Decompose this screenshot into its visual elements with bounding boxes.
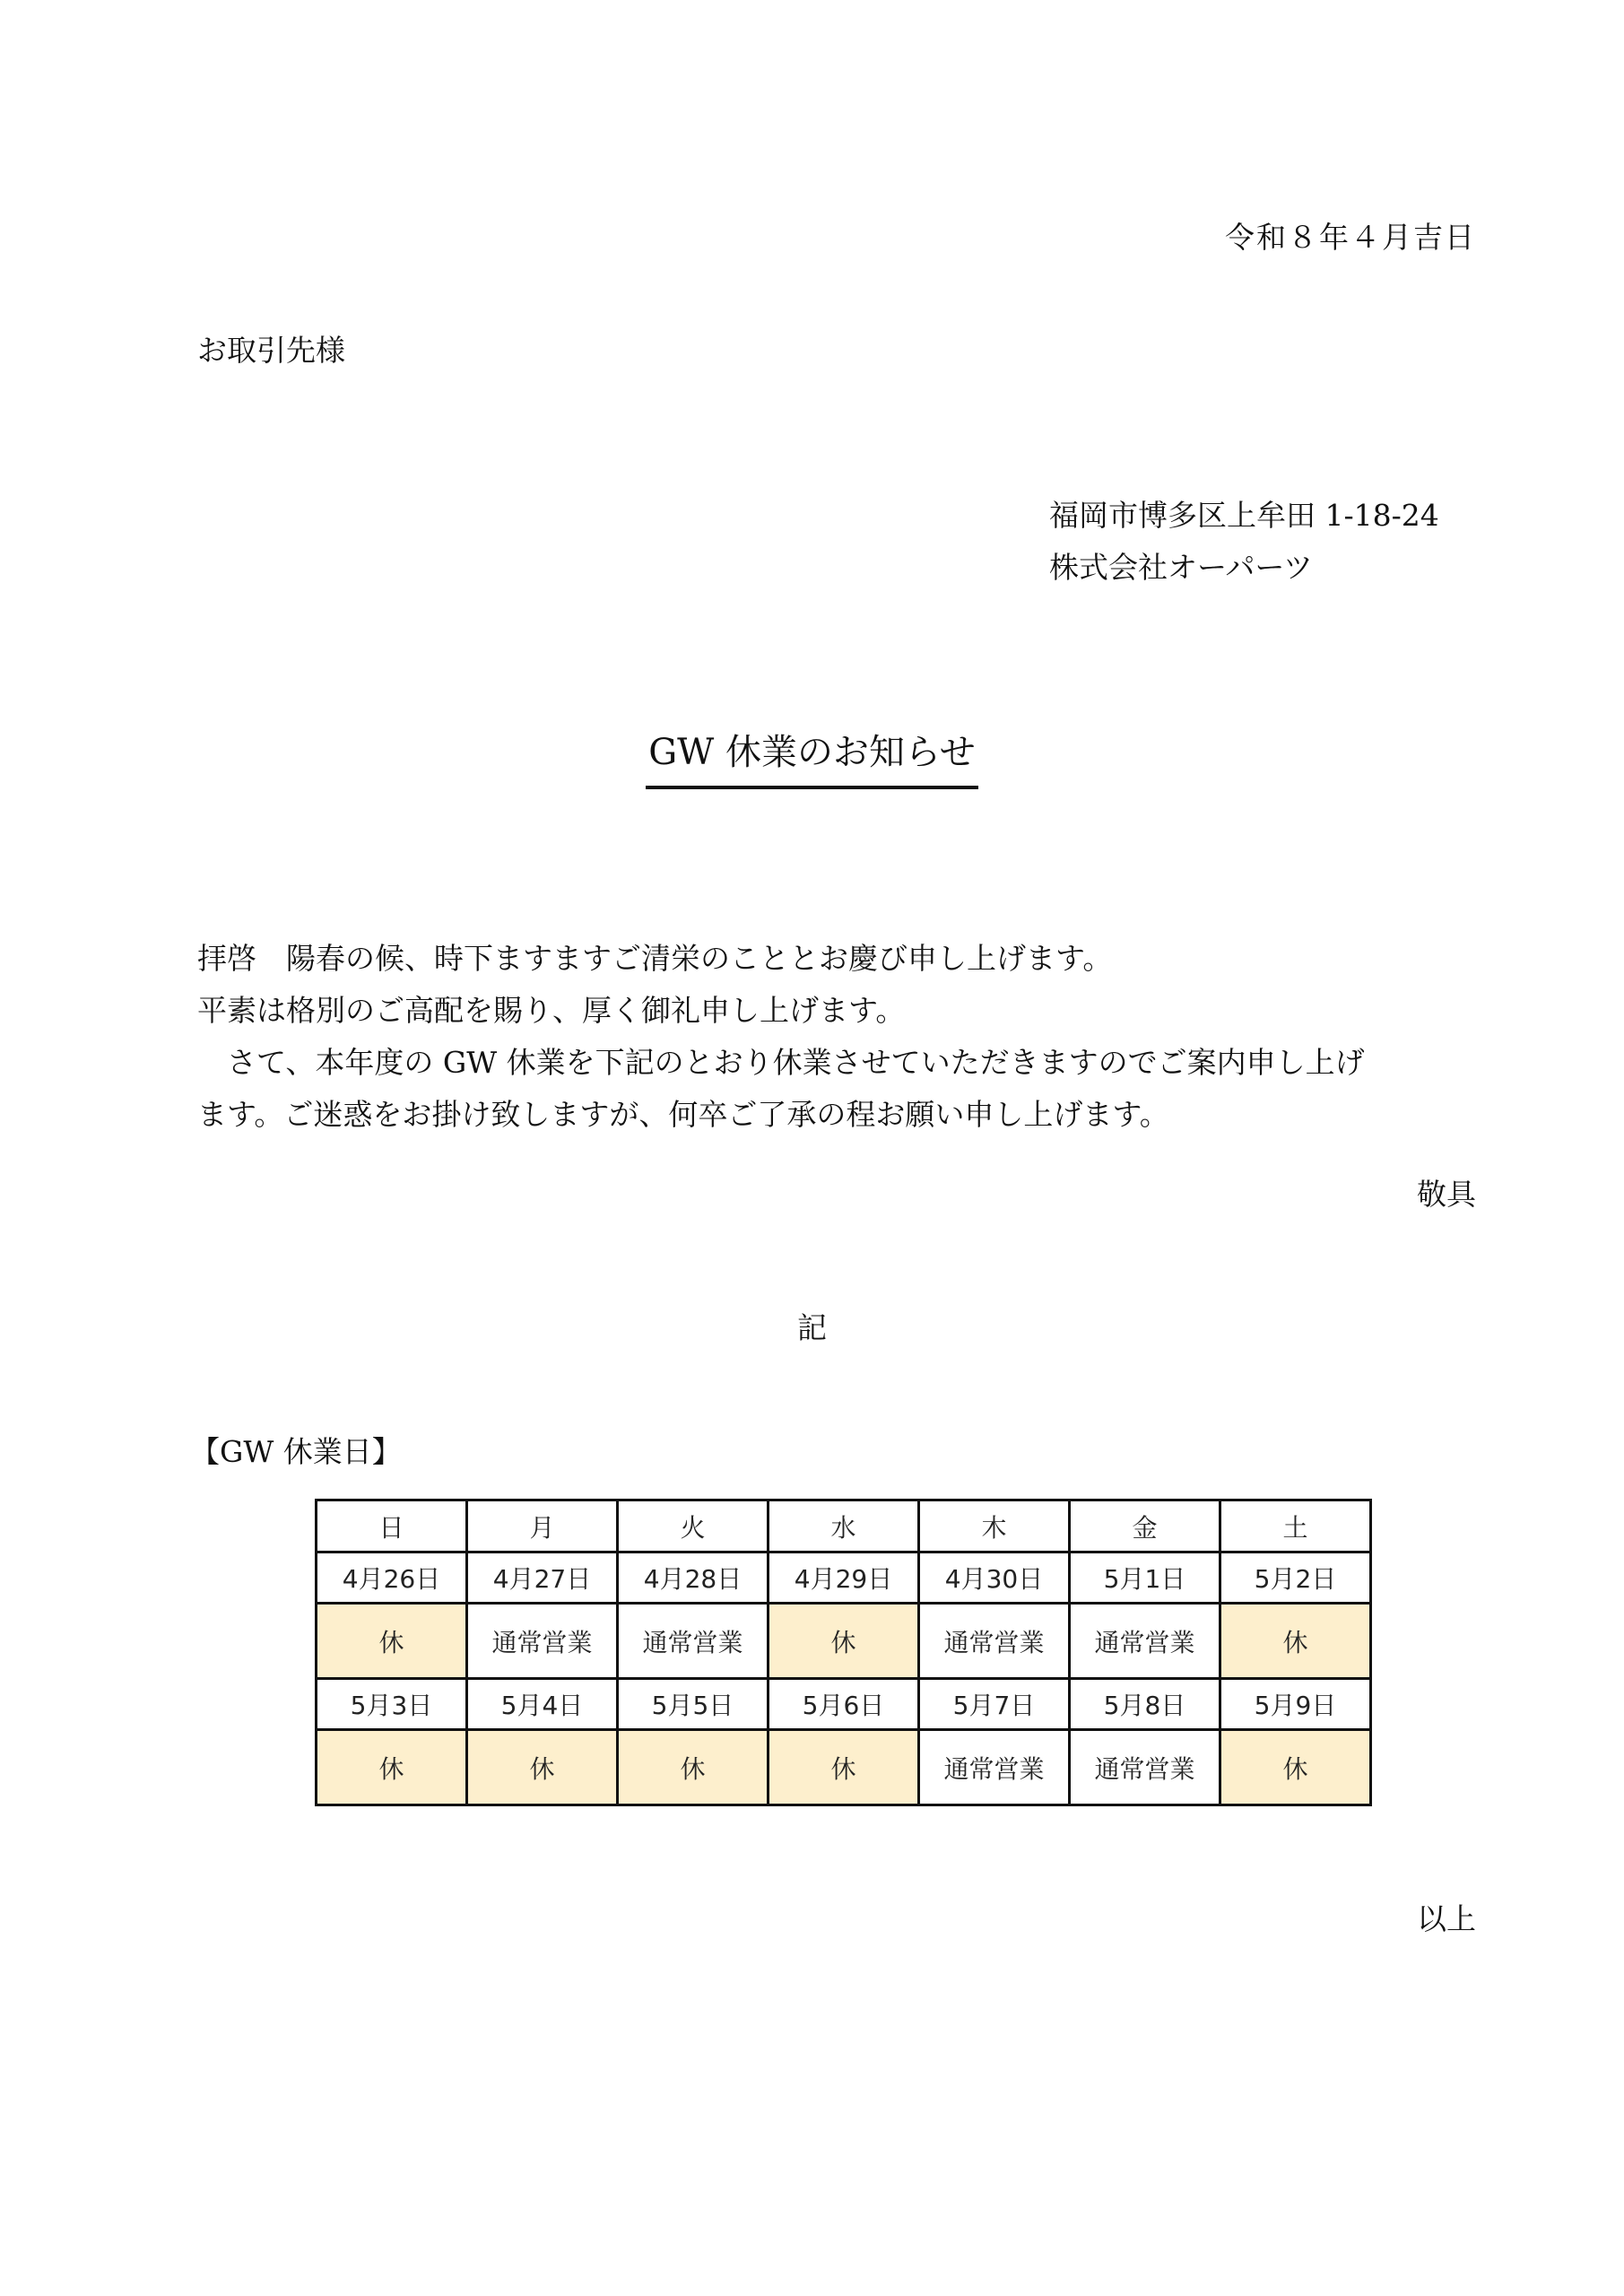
weekday-cell: 土 — [1220, 1500, 1371, 1552]
body-line: 拝啓 陽春の候、時下ますますご清栄のこととお慶び申し上げます。 — [197, 941, 1113, 976]
date-cell: 5月8日 — [1070, 1679, 1220, 1730]
recipient: お取引先様 — [197, 333, 345, 368]
date-cell: 5月4日 — [467, 1679, 618, 1730]
date-cell: 4月30日 — [919, 1552, 1070, 1604]
ending-ijou: 以上 — [1417, 1901, 1476, 1936]
date-row — [317, 1552, 1371, 1604]
status-cell: 休 — [317, 1730, 467, 1805]
weekday-header-row — [317, 1500, 1371, 1552]
status-cell: 通常営業 — [467, 1604, 618, 1679]
date-cell: 4月28日 — [618, 1552, 769, 1604]
weekday-cell: 火 — [618, 1500, 769, 1552]
sender-company: 株式会社オーパーツ — [1049, 550, 1314, 585]
weekday-cell: 水 — [769, 1500, 919, 1552]
holiday-schedule-table — [315, 1499, 1372, 1806]
date-row — [317, 1679, 1371, 1730]
status-cell: 通常営業 — [919, 1604, 1070, 1679]
date-cell: 5月1日 — [1070, 1552, 1220, 1604]
date-cell: 5月6日 — [769, 1679, 919, 1730]
document-title-wrapper — [0, 724, 1624, 789]
sender-address: 福岡市博多区上牟田 1-18-24 — [1049, 498, 1439, 533]
status-cell: 休 — [1220, 1730, 1371, 1805]
date-cell: 5月3日 — [317, 1679, 467, 1730]
status-cell: 通常営業 — [919, 1730, 1070, 1805]
date-cell: 4月27日 — [467, 1552, 618, 1604]
document-title: GW 休業のお知らせ — [646, 724, 978, 789]
status-cell: 休 — [618, 1730, 769, 1805]
weekday-cell: 金 — [1070, 1500, 1220, 1552]
body-line: さて、本年度の GW 休業を下記のとおり休業させていただきますのでご案内申し上げ — [197, 1045, 1365, 1080]
status-cell: 休 — [769, 1730, 919, 1805]
letter-body — [197, 933, 1480, 1141]
status-cell: 休 — [317, 1604, 467, 1679]
status-row — [317, 1730, 1371, 1805]
ki-heading: 記 — [797, 1310, 827, 1345]
status-cell: 休 — [1220, 1604, 1371, 1679]
date-cell: 5月2日 — [1220, 1552, 1371, 1604]
status-cell: 休 — [769, 1604, 919, 1679]
section-label: 【GW 休業日】 — [190, 1434, 402, 1469]
letter-date: 令和８年４月吉日 — [1225, 220, 1476, 255]
status-row — [317, 1604, 1371, 1679]
date-cell: 5月7日 — [919, 1679, 1070, 1730]
date-cell: 5月9日 — [1220, 1679, 1371, 1730]
body-line: ます。ご迷惑をお掛け致しますが、何卒ご了承の程お願い申し上げます。 — [197, 1097, 1169, 1132]
status-cell: 通常営業 — [1070, 1604, 1220, 1679]
date-cell: 5月5日 — [618, 1679, 769, 1730]
date-cell: 4月29日 — [769, 1552, 919, 1604]
status-cell: 通常営業 — [618, 1604, 769, 1679]
date-cell: 4月26日 — [317, 1552, 467, 1604]
closing-keigu: 敬具 — [1417, 1177, 1476, 1212]
body-line: 平素は格別のご高配を賜り、厚く御礼申し上げます。 — [197, 993, 906, 1028]
status-cell: 休 — [467, 1730, 618, 1805]
weekday-cell: 月 — [467, 1500, 618, 1552]
weekday-cell: 木 — [919, 1500, 1070, 1552]
status-cell: 通常営業 — [1070, 1730, 1220, 1805]
weekday-cell: 日 — [317, 1500, 467, 1552]
